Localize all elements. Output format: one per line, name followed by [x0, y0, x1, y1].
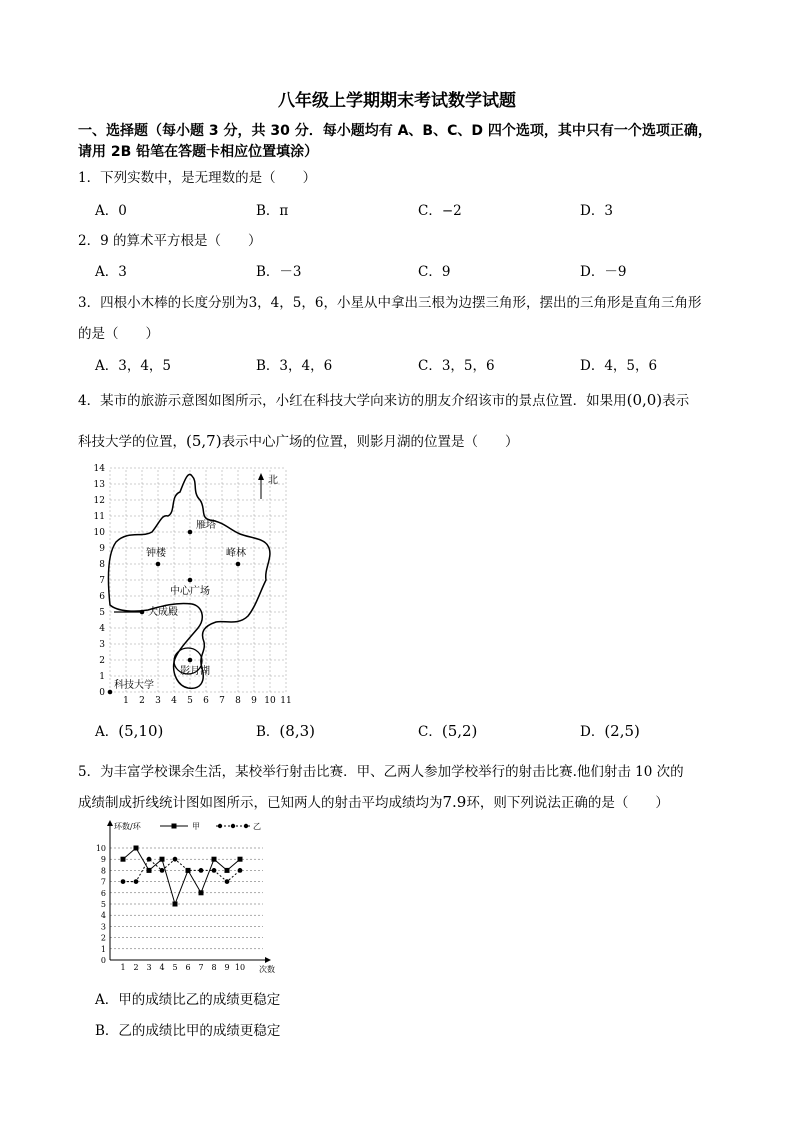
series-point-circle	[134, 879, 139, 884]
y-tick-label: 5	[100, 900, 106, 909]
page-title: 八年级上学期期末考试数学试题	[278, 91, 516, 111]
map-place-label: 钟楼	[146, 548, 166, 559]
x-axis-label: 次数	[259, 965, 275, 974]
map-x-tick: 11	[280, 696, 292, 706]
map-place-label: 科技大学	[114, 680, 154, 691]
y-tick-label: 7	[100, 877, 106, 887]
q3-option-b: B．3，4，6	[256, 358, 333, 374]
map-grid	[110, 468, 286, 692]
map-y-tick: 2	[99, 656, 105, 666]
legend-marker-yi	[244, 824, 248, 828]
map-place-dot	[188, 530, 193, 535]
question-3-line2: 的是（ ）	[78, 326, 159, 342]
series-point-circle	[212, 868, 217, 873]
map-y-tick: 14	[93, 464, 105, 474]
map-x-tick: 9	[251, 696, 257, 706]
map-y-tick: 9	[99, 544, 105, 554]
question-5-line2: 成绩制成折线统计图如图所示，已知两人的射击平均成绩均为7.9环，则下列说法正确的是（ ）	[78, 793, 669, 811]
map-x-tick: 8	[235, 696, 241, 706]
y-axis-label: 环数/环	[114, 822, 141, 831]
q3-option-d: D．4，5，6	[580, 358, 658, 374]
map-y-tick: 8	[99, 560, 105, 570]
legend-marker-yi	[231, 824, 235, 828]
north-label: 北	[268, 475, 278, 486]
question-1: 1．下列实数中，是无理数的是（ ）	[78, 170, 317, 186]
y-tick-label: 4	[100, 911, 106, 921]
y-tick-label: 9	[100, 855, 106, 865]
x-tick-label: 2	[133, 963, 139, 972]
series-point-square	[225, 868, 230, 873]
chart-axes	[96, 820, 275, 974]
series-point-square	[121, 857, 126, 862]
map-x-tick: 6	[203, 696, 209, 706]
map-x-tick: 2	[139, 696, 145, 706]
map-y-tick: 6	[99, 592, 105, 602]
map-place-dot	[188, 658, 193, 663]
q1-option-b: B．π	[256, 203, 289, 219]
x-tick-label: 5	[172, 963, 178, 972]
y-tick-label: 8	[100, 866, 106, 876]
map-place-dot	[156, 562, 161, 567]
series-point-square	[199, 890, 204, 895]
series-point-square	[173, 902, 178, 907]
q5-option-b: B．乙的成绩比甲的成绩更稳定	[95, 1023, 281, 1039]
north-arrow	[258, 473, 278, 499]
y-tick-label: 3	[100, 922, 106, 932]
tourism-map	[88, 456, 298, 706]
chart-series	[121, 846, 243, 907]
legend-marker-yi	[218, 824, 222, 828]
legend-label-yi: 乙	[253, 822, 261, 831]
q5-option-a: A．甲的成绩比乙的成绩更稳定	[95, 992, 281, 1008]
map-x-tick: 10	[264, 696, 276, 706]
map-place-dot	[236, 562, 241, 567]
map-y-tick: 1	[99, 672, 105, 682]
y-axis-arrow	[107, 820, 113, 826]
map-place-label: 峰林	[226, 548, 246, 559]
series-point-square	[147, 868, 152, 873]
q3-option-a: A．3，4，5	[95, 358, 172, 374]
series-point-circle	[186, 868, 191, 873]
q1-option-c: C．−2	[418, 203, 462, 219]
legend-marker-jia	[172, 824, 177, 829]
x-tick-label: 4	[159, 963, 165, 972]
map-place-dot	[108, 690, 113, 695]
x-tick-label: 10	[234, 963, 246, 972]
map-x-tick: 4	[171, 696, 177, 706]
q1-option-a: A．0	[95, 203, 127, 219]
series-line-0	[123, 848, 240, 904]
question-3-line1: 3．四根小木棒的长度分别为3，4，5，6，小星从中拿出三根为边摆三角形，摆出的三角形是直角三角形	[78, 295, 702, 311]
map-y-tick: 0	[99, 688, 105, 698]
question-5-line1: 5．为丰富学校课余生活，某校举行射击比赛．甲、乙两人参加学校举行的射击比赛.他们射击 10 次的	[78, 764, 684, 780]
map-y-tick: 13	[93, 480, 105, 490]
series-point-circle	[121, 879, 126, 884]
q2-option-c: C．9	[418, 264, 451, 280]
map-y-tick: 4	[99, 624, 105, 634]
map-place-label: 雁塔	[196, 520, 216, 531]
map-y-tick: 5	[99, 608, 105, 618]
map-y-tick: 7	[99, 576, 105, 586]
q4-option-d: D．(2,5)	[580, 722, 640, 740]
series-point-circle	[160, 868, 165, 873]
y-tick-label: 0	[100, 956, 106, 965]
series-point-square	[134, 846, 139, 851]
series-point-square	[212, 857, 217, 862]
x-tick-label: 8	[211, 963, 217, 972]
map-y-tick: 10	[93, 528, 105, 538]
x-tick-label: 9	[224, 963, 230, 972]
series-point-square	[160, 857, 165, 862]
series-point-circle	[173, 857, 178, 862]
q4-option-a: A．(5,10)	[95, 722, 164, 740]
map-y-tick: 12	[93, 496, 105, 506]
q4-option-c: C．(5,2)	[418, 722, 478, 740]
chart-grid	[110, 848, 263, 949]
shooting-score-chart	[90, 818, 300, 976]
y-tick-label: 6	[100, 888, 106, 898]
y-tick-label: 2	[100, 933, 106, 943]
map-place-label: 中心广场	[170, 586, 210, 597]
q2-option-a: A．3	[95, 264, 127, 280]
q4-option-b: B．(8,3)	[256, 722, 315, 740]
q2-option-d: D．－9	[580, 264, 627, 280]
map-x-tick: 7	[219, 696, 225, 706]
question-4-line2: 科技大学的位置，(5,7)表示中心广场的位置，则影月湖的位置是（ ）	[78, 432, 519, 450]
series-point-square	[238, 857, 243, 862]
series-point-circle	[238, 868, 243, 873]
map-y-tick: 3	[99, 640, 105, 650]
section-heading-line2: 请用 2B 铅笔在答题卡相应位置填涂）	[78, 144, 319, 160]
map-x-tick: 3	[155, 696, 161, 706]
y-tick-label: 10	[95, 844, 106, 853]
map-place-label: 影月湖	[180, 666, 210, 677]
q3-option-c: C．3，5，6	[418, 358, 495, 374]
map-y-tick: 11	[93, 512, 105, 522]
question-2: 2．9 的算术平方根是（ ）	[78, 233, 262, 249]
y-tick-label: 1	[100, 944, 106, 954]
q2-option-b: B．－3	[256, 264, 302, 280]
x-tick-label: 6	[185, 963, 191, 972]
section-heading-line1: 一、选择题（每小题 3 分，共 30 分．每小题均有 A、B、C、D 四个选项，其中只有一个选项正确，	[78, 123, 712, 139]
map-x-tick: 1	[123, 696, 129, 706]
series-point-circle	[147, 857, 152, 862]
map-x-tick: 5	[187, 696, 193, 706]
series-point-circle	[225, 879, 230, 884]
x-tick-label: 7	[198, 963, 204, 972]
chart-legend	[160, 822, 261, 831]
series-point-circle	[199, 868, 204, 873]
legend-label-jia: 甲	[192, 822, 200, 831]
map-place-label: 大成殿	[148, 607, 178, 618]
question-4-line1: 4．某市的旅游示意图如图所示，小红在科技大学向来访的朋友介绍该市的景点位置．如果用(0,0)表示	[78, 391, 690, 409]
x-tick-label: 3	[146, 963, 152, 972]
x-axis-arrow	[265, 957, 271, 963]
x-tick-label: 1	[120, 963, 126, 972]
map-place-dot	[188, 578, 193, 583]
q1-option-d: D．3	[580, 203, 613, 219]
